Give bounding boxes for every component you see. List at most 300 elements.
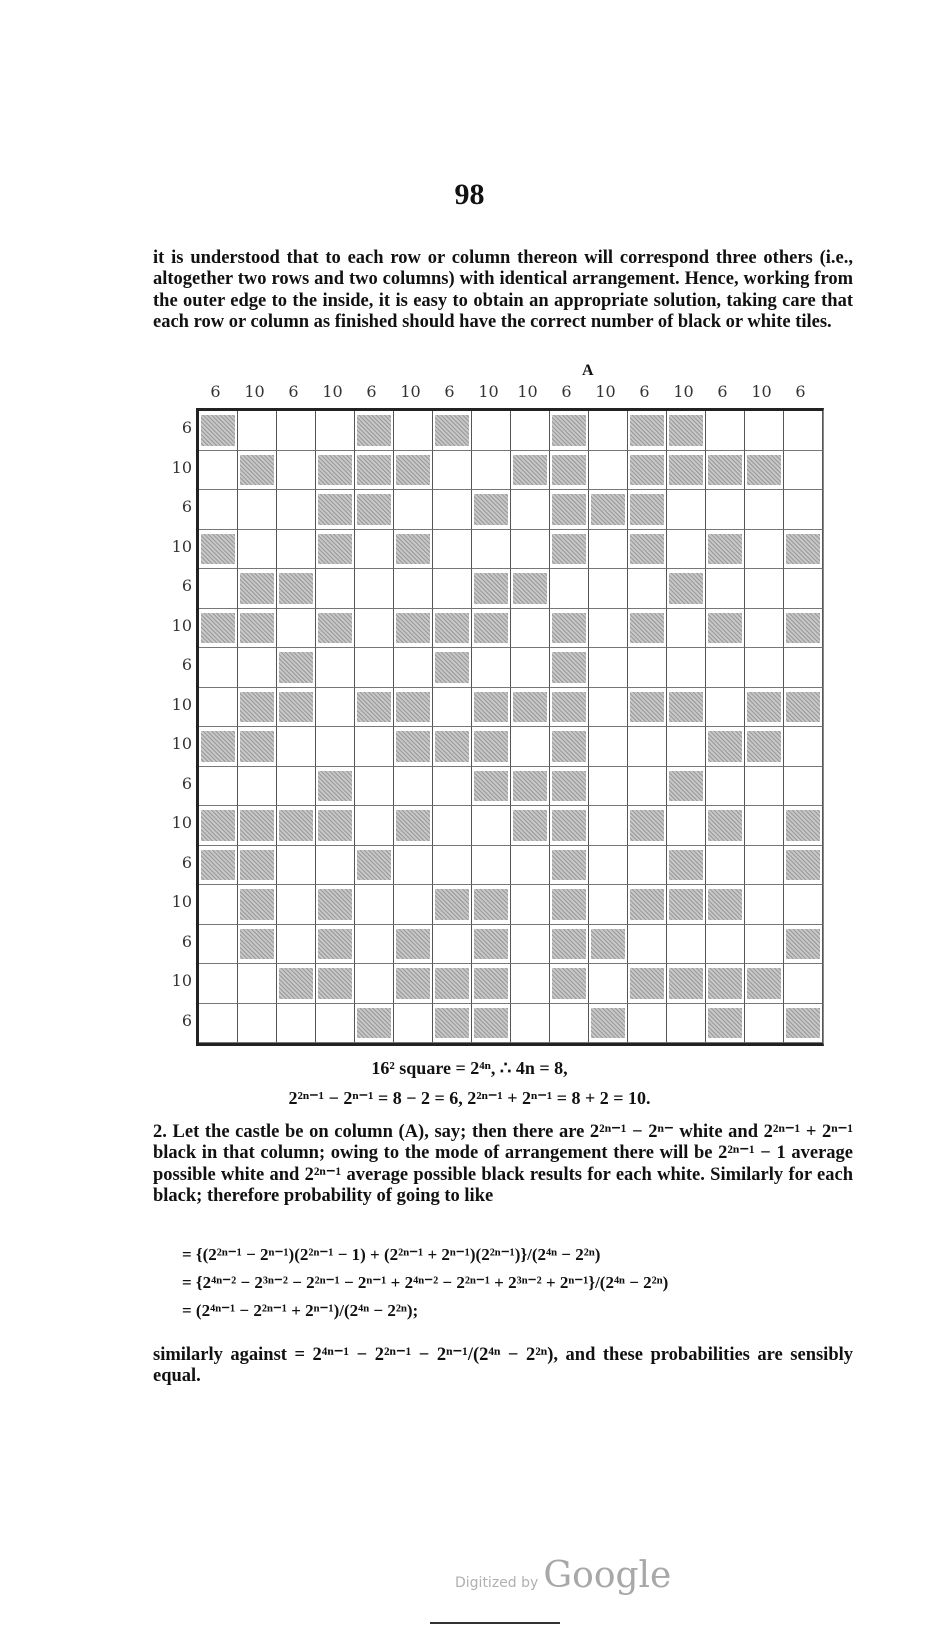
black-tile xyxy=(706,530,745,570)
black-tile xyxy=(667,451,706,491)
white-tile xyxy=(784,490,823,530)
column-number: 10 xyxy=(673,382,694,401)
calculation-line-1: = {(2²ⁿ⁻¹ − 2ⁿ⁻¹)(2²ⁿ⁻¹ − 1) + (2²ⁿ⁻¹ + 2ⁿ⁻¹)(2²ⁿ⁻¹)}/(2⁴ⁿ − 2²ⁿ) xyxy=(182,1245,601,1264)
row-number: 10 xyxy=(171,457,192,477)
black-tile xyxy=(277,688,316,728)
column-number: 6 xyxy=(444,382,455,401)
black-tile xyxy=(433,964,472,1004)
white-tile xyxy=(199,451,238,491)
black-tile xyxy=(472,569,511,609)
white-tile xyxy=(511,530,550,570)
black-tile xyxy=(238,569,277,609)
white-tile xyxy=(745,925,784,965)
white-tile xyxy=(472,530,511,570)
black-tile xyxy=(355,490,394,530)
white-tile xyxy=(706,490,745,530)
white-tile xyxy=(277,846,316,886)
white-tile xyxy=(472,411,511,451)
black-tile xyxy=(472,964,511,1004)
black-tile xyxy=(628,688,667,728)
white-tile xyxy=(277,1004,316,1044)
white-tile xyxy=(511,885,550,925)
white-tile xyxy=(355,609,394,649)
column-number: 10 xyxy=(322,382,343,401)
white-tile xyxy=(589,609,628,649)
white-tile xyxy=(511,846,550,886)
black-tile xyxy=(238,885,277,925)
white-tile xyxy=(199,648,238,688)
black-tile xyxy=(433,411,472,451)
white-tile xyxy=(511,925,550,965)
white-tile xyxy=(706,767,745,807)
black-tile xyxy=(355,1004,394,1044)
black-tile xyxy=(277,648,316,688)
white-tile xyxy=(355,569,394,609)
white-tile xyxy=(277,885,316,925)
black-tile xyxy=(784,806,823,846)
black-tile xyxy=(199,806,238,846)
white-tile xyxy=(316,1004,355,1044)
black-tile xyxy=(277,964,316,1004)
white-tile xyxy=(355,727,394,767)
black-tile xyxy=(784,846,823,886)
black-tile xyxy=(628,609,667,649)
white-tile xyxy=(745,806,784,846)
black-tile xyxy=(628,964,667,1004)
white-tile xyxy=(706,688,745,728)
column-number: 10 xyxy=(244,382,265,401)
black-tile xyxy=(472,767,511,807)
white-tile xyxy=(394,846,433,886)
white-tile xyxy=(433,688,472,728)
conclusion-paragraph: similarly against = 2⁴ⁿ⁻¹ − 2²ⁿ⁻¹ − 2ⁿ⁻¹/(2⁴ⁿ − 2²ⁿ), and these probabilities are sensibly equal. xyxy=(153,1345,853,1387)
white-tile xyxy=(316,569,355,609)
white-tile xyxy=(589,530,628,570)
white-tile xyxy=(745,846,784,886)
white-tile xyxy=(394,648,433,688)
row-number: 10 xyxy=(171,892,192,911)
black-tile xyxy=(316,885,355,925)
row-number: 10 xyxy=(171,615,192,635)
black-tile xyxy=(394,609,433,649)
white-tile xyxy=(394,569,433,609)
black-tile xyxy=(706,727,745,767)
white-tile xyxy=(667,530,706,570)
black-tile xyxy=(316,609,355,649)
white-tile xyxy=(472,846,511,886)
black-tile xyxy=(355,411,394,451)
white-tile xyxy=(199,964,238,1004)
black-tile xyxy=(277,806,316,846)
white-tile xyxy=(784,767,823,807)
row-number: 10 xyxy=(171,536,192,556)
black-tile xyxy=(316,806,355,846)
white-tile xyxy=(277,767,316,807)
white-tile xyxy=(316,846,355,886)
white-tile xyxy=(394,411,433,451)
white-tile xyxy=(745,530,784,570)
white-tile xyxy=(667,490,706,530)
column-number: 6 xyxy=(795,382,806,401)
white-tile xyxy=(589,451,628,491)
black-tile xyxy=(706,885,745,925)
white-tile xyxy=(355,530,394,570)
white-tile xyxy=(784,727,823,767)
intro-paragraph: it is understood that to each row or column thereon will correspond three others (i.e., altogether two rows and two columns) with identical arrangement. Hence, working from the outer edge to the inside, it is easy to obtain an appropriate solution, taking care that each row or column as finished should have the correct number of black or white tiles. xyxy=(153,248,853,332)
white-tile xyxy=(745,411,784,451)
white-tile xyxy=(784,411,823,451)
black-tile xyxy=(784,925,823,965)
column-a-marker: A xyxy=(582,362,594,379)
white-tile xyxy=(550,1004,589,1044)
digitized-watermark xyxy=(455,1555,671,1596)
white-tile xyxy=(706,569,745,609)
black-tile xyxy=(706,451,745,491)
white-tile xyxy=(745,1004,784,1044)
black-tile xyxy=(316,964,355,1004)
black-tile xyxy=(550,885,589,925)
white-tile xyxy=(277,925,316,965)
black-tile xyxy=(238,925,277,965)
white-tile xyxy=(355,806,394,846)
black-tile xyxy=(199,411,238,451)
white-tile xyxy=(706,411,745,451)
white-tile xyxy=(394,767,433,807)
white-tile xyxy=(628,1004,667,1044)
white-tile xyxy=(745,885,784,925)
black-tile xyxy=(667,846,706,886)
white-tile xyxy=(589,767,628,807)
white-tile xyxy=(238,964,277,1004)
white-tile xyxy=(355,925,394,965)
row-number: 6 xyxy=(181,418,192,437)
column-number: 6 xyxy=(717,382,728,401)
row-number: 6 xyxy=(181,931,192,951)
white-tile xyxy=(277,530,316,570)
black-tile xyxy=(667,964,706,1004)
white-tile xyxy=(472,806,511,846)
white-tile xyxy=(433,451,472,491)
black-tile xyxy=(589,925,628,965)
black-tile xyxy=(706,1004,745,1044)
white-tile xyxy=(745,490,784,530)
black-tile xyxy=(628,490,667,530)
white-tile xyxy=(784,964,823,1004)
black-tile xyxy=(745,727,784,767)
row-number: 10 xyxy=(171,734,192,753)
row-number: 6 xyxy=(181,852,192,872)
white-tile xyxy=(238,530,277,570)
white-tile xyxy=(355,648,394,688)
black-tile xyxy=(667,767,706,807)
white-tile xyxy=(628,767,667,807)
white-tile xyxy=(277,490,316,530)
white-tile xyxy=(745,648,784,688)
black-tile xyxy=(355,688,394,728)
white-tile xyxy=(238,411,277,451)
black-tile xyxy=(667,411,706,451)
white-tile xyxy=(199,767,238,807)
black-tile xyxy=(433,1004,472,1044)
white-tile xyxy=(784,451,823,491)
black-tile xyxy=(628,530,667,570)
black-tile xyxy=(433,727,472,767)
black-tile xyxy=(589,1004,628,1044)
black-tile xyxy=(511,569,550,609)
black-tile xyxy=(472,1004,511,1044)
black-tile xyxy=(745,688,784,728)
white-tile xyxy=(316,688,355,728)
black-tile xyxy=(472,609,511,649)
black-tile xyxy=(511,688,550,728)
white-tile xyxy=(277,727,316,767)
white-tile xyxy=(199,569,238,609)
black-tile xyxy=(394,688,433,728)
column-number: 10 xyxy=(478,382,499,401)
black-tile xyxy=(394,727,433,767)
row-number: 10 xyxy=(171,971,192,990)
row-number: 6 xyxy=(181,497,192,516)
white-tile xyxy=(277,451,316,491)
black-tile xyxy=(238,727,277,767)
white-tile xyxy=(745,609,784,649)
white-tile xyxy=(667,806,706,846)
white-tile xyxy=(706,648,745,688)
black-tile xyxy=(784,688,823,728)
black-tile xyxy=(667,688,706,728)
white-tile xyxy=(589,727,628,767)
black-tile xyxy=(784,609,823,649)
black-tile xyxy=(316,767,355,807)
white-tile xyxy=(628,569,667,609)
column-number: 10 xyxy=(751,382,772,401)
white-tile xyxy=(784,569,823,609)
black-tile xyxy=(316,925,355,965)
white-tile xyxy=(667,925,706,965)
white-tile xyxy=(628,727,667,767)
black-tile xyxy=(550,490,589,530)
white-tile xyxy=(433,569,472,609)
black-tile xyxy=(745,964,784,1004)
black-tile xyxy=(394,530,433,570)
black-tile xyxy=(238,451,277,491)
black-tile xyxy=(472,727,511,767)
white-tile xyxy=(433,846,472,886)
white-tile xyxy=(355,964,394,1004)
black-tile xyxy=(706,964,745,1004)
black-tile xyxy=(433,609,472,649)
column-number: 10 xyxy=(517,382,538,401)
white-tile xyxy=(589,964,628,1004)
white-tile xyxy=(355,767,394,807)
black-tile xyxy=(238,688,277,728)
black-tile xyxy=(472,688,511,728)
black-tile xyxy=(472,925,511,965)
white-tile xyxy=(589,411,628,451)
white-tile xyxy=(589,569,628,609)
white-tile xyxy=(667,727,706,767)
black-tile xyxy=(511,767,550,807)
white-tile xyxy=(277,411,316,451)
black-tile xyxy=(316,490,355,530)
white-tile xyxy=(589,806,628,846)
black-tile xyxy=(784,1004,823,1044)
black-tile xyxy=(784,530,823,570)
column-number: 10 xyxy=(400,382,421,401)
white-tile xyxy=(199,688,238,728)
white-tile xyxy=(667,609,706,649)
white-tile xyxy=(511,411,550,451)
black-tile xyxy=(394,964,433,1004)
calculation-line-3: = (2⁴ⁿ⁻¹ − 2²ⁿ⁻¹ + 2ⁿ⁻¹)/(2⁴ⁿ − 2²ⁿ); xyxy=(182,1301,419,1320)
black-tile xyxy=(550,688,589,728)
black-tile xyxy=(316,530,355,570)
black-tile xyxy=(667,569,706,609)
black-tile xyxy=(550,648,589,688)
black-tile xyxy=(394,925,433,965)
black-tile xyxy=(667,885,706,925)
row-number: 6 xyxy=(181,1010,192,1030)
black-tile xyxy=(277,569,316,609)
white-tile xyxy=(706,925,745,965)
black-tile xyxy=(355,451,394,491)
white-tile xyxy=(394,490,433,530)
white-tile xyxy=(511,964,550,1004)
black-tile xyxy=(550,925,589,965)
white-tile xyxy=(511,648,550,688)
row-number: 6 xyxy=(181,576,192,595)
black-tile xyxy=(628,885,667,925)
white-tile xyxy=(511,727,550,767)
footer-rule xyxy=(430,1622,560,1624)
row-number: 6 xyxy=(181,773,192,793)
tile-board xyxy=(196,408,824,1046)
equation-counts: 2²ⁿ⁻¹ − 2ⁿ⁻¹ = 8 − 2 = 6, 2²ⁿ⁻¹ + 2ⁿ⁻¹ = 8 + 2 = 10. xyxy=(288,1088,651,1108)
row-number: 6 xyxy=(181,655,192,674)
black-tile xyxy=(394,806,433,846)
section-2-paragraph: 2. Let the castle be on column (A), say; then there are 2²ⁿ⁻¹ − 2ⁿ⁻ white and 2²ⁿ⁻¹ + 2ⁿ⁻¹ black in that column; owing to the mode of arrangement there will be 2²ⁿ⁻¹ − 1 average possible white and 2²ⁿ⁻¹ average possible black results for each white. Similarly for each black; therefore probability of going to like xyxy=(153,1122,853,1206)
column-number: 6 xyxy=(288,382,299,401)
white-tile xyxy=(745,569,784,609)
black-tile xyxy=(550,451,589,491)
watermark-small-text: Digitized by xyxy=(455,1575,539,1591)
white-tile xyxy=(745,767,784,807)
black-tile xyxy=(628,806,667,846)
white-tile xyxy=(589,688,628,728)
white-tile xyxy=(628,846,667,886)
white-tile xyxy=(238,490,277,530)
black-tile xyxy=(472,490,511,530)
black-tile xyxy=(355,846,394,886)
white-tile xyxy=(433,490,472,530)
black-tile xyxy=(589,490,628,530)
white-tile xyxy=(199,885,238,925)
white-tile xyxy=(433,767,472,807)
white-tile xyxy=(316,727,355,767)
black-tile xyxy=(238,846,277,886)
white-tile xyxy=(316,411,355,451)
white-tile xyxy=(472,648,511,688)
white-tile xyxy=(433,806,472,846)
column-number: 6 xyxy=(366,382,377,401)
white-tile xyxy=(511,490,550,530)
black-tile xyxy=(238,609,277,649)
black-tile xyxy=(511,451,550,491)
row-number: 10 xyxy=(171,694,192,714)
column-number: 6 xyxy=(639,382,650,401)
watermark-logo-text: Google xyxy=(543,1555,672,1596)
column-number: 6 xyxy=(561,382,572,401)
black-tile xyxy=(745,451,784,491)
black-tile xyxy=(199,609,238,649)
white-tile xyxy=(667,1004,706,1044)
black-tile xyxy=(706,609,745,649)
white-tile xyxy=(199,1004,238,1044)
white-tile xyxy=(472,451,511,491)
white-tile xyxy=(706,846,745,886)
black-tile xyxy=(550,767,589,807)
black-tile xyxy=(550,846,589,886)
black-tile xyxy=(394,451,433,491)
black-tile xyxy=(550,727,589,767)
black-tile xyxy=(550,609,589,649)
white-tile xyxy=(511,609,550,649)
white-tile xyxy=(511,1004,550,1044)
black-tile xyxy=(550,806,589,846)
black-tile xyxy=(433,885,472,925)
black-tile xyxy=(433,648,472,688)
black-tile xyxy=(316,451,355,491)
white-tile xyxy=(199,490,238,530)
white-tile xyxy=(316,648,355,688)
column-number: 6 xyxy=(210,382,221,401)
column-number: 10 xyxy=(595,382,616,401)
black-tile xyxy=(550,964,589,1004)
black-tile xyxy=(199,530,238,570)
white-tile xyxy=(238,1004,277,1044)
row-number: 10 xyxy=(171,813,192,832)
black-tile xyxy=(628,411,667,451)
white-tile xyxy=(589,846,628,886)
calculation-line-2: = {2⁴ⁿ⁻² − 2³ⁿ⁻² − 2²ⁿ⁻¹ − 2ⁿ⁻¹ + 2⁴ⁿ⁻² − 2²ⁿ⁻¹ + 2³ⁿ⁻² + 2ⁿ⁻¹}/(2⁴ⁿ − 2²ⁿ) xyxy=(182,1273,669,1292)
white-tile xyxy=(628,925,667,965)
white-tile xyxy=(355,885,394,925)
black-tile xyxy=(199,846,238,886)
white-tile xyxy=(433,530,472,570)
equation-square-size: 16² square = 2⁴ⁿ, ∴ 4n = 8, xyxy=(371,1058,568,1078)
black-tile xyxy=(550,530,589,570)
black-tile xyxy=(550,411,589,451)
white-tile xyxy=(238,767,277,807)
white-tile xyxy=(628,648,667,688)
page-number: 98 xyxy=(454,178,485,211)
white-tile xyxy=(589,885,628,925)
white-tile xyxy=(550,569,589,609)
white-tile xyxy=(394,1004,433,1044)
black-tile xyxy=(199,727,238,767)
black-tile xyxy=(706,806,745,846)
white-tile xyxy=(784,648,823,688)
white-tile xyxy=(784,885,823,925)
black-tile xyxy=(511,806,550,846)
white-tile xyxy=(433,925,472,965)
black-tile xyxy=(472,885,511,925)
black-tile xyxy=(628,451,667,491)
white-tile xyxy=(394,885,433,925)
white-tile xyxy=(238,648,277,688)
black-tile xyxy=(238,806,277,846)
white-tile xyxy=(277,609,316,649)
